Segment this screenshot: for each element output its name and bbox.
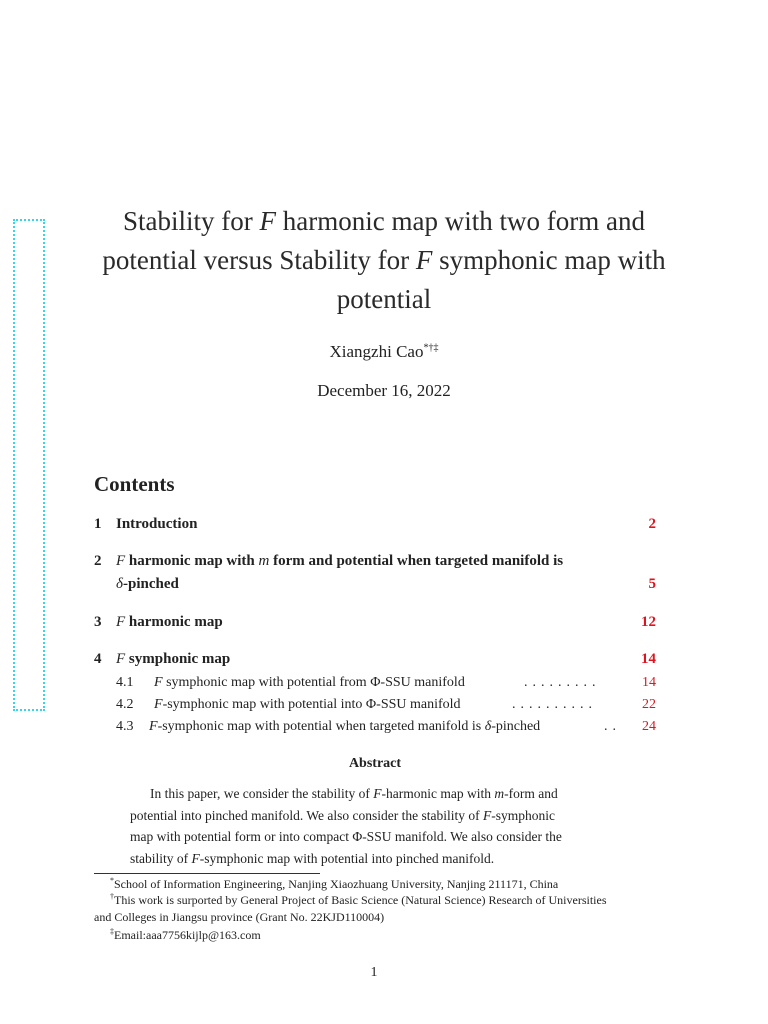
toc-page-link[interactable]: 14	[642, 675, 656, 690]
footnote-2: †This work is surported by General Project of Basic Science (Natural Science) Research of Universities	[110, 892, 607, 907]
paper-title: Stability for F harmonic map with two form and potential versus Stability for F symphonic map with potential	[102, 206, 666, 314]
footnote-2-cont: and Colleges in Jiangsu province (Grant No. 22KJD110004)	[94, 910, 385, 924]
footnote-3: ‡Email:aaa7756kijlp@163.com	[110, 927, 261, 942]
toc-entry-4[interactable]: 4 F symphonic map 14	[94, 651, 656, 667]
toc-entry-4-2[interactable]: 4.2 F-symphonic map with potential into Φ-SSU manifold .......... 22	[116, 697, 656, 712]
abstract-heading: Abstract	[348, 756, 402, 771]
page-sidebar-marker	[13, 219, 45, 711]
toc-entry-1[interactable]: 1 Introduction 2	[94, 516, 656, 532]
abstract-body: In this paper, we consider the stability of F-harmonic map with m-form and potential into pinched manifold. We also consider the stability of F-symphonic map with potential form or into compact Φ-SSU manifold. We also consider the stability of F-symphonic map with potential into pinched manifold.	[130, 786, 562, 866]
toc-entry-4-3[interactable]: 4.3 F-symphonic map with potential when targeted manifold is δ-pinched .. 24	[116, 719, 656, 734]
toc-page-link[interactable]: 22	[642, 697, 656, 712]
toc-entry-3[interactable]: 3 F harmonic map 12	[94, 614, 656, 630]
page-number: 1	[370, 965, 378, 980]
toc-entry-4-1[interactable]: 4.1 F symphonic map with potential from Φ-SSU manifold ......... 14	[116, 675, 656, 690]
date: December 16, 2022	[317, 381, 451, 400]
toc-page-link[interactable]: 5	[648, 576, 656, 592]
author-name: Xiangzhi Cao	[329, 342, 424, 361]
contents-heading: Contents	[94, 472, 175, 496]
author-marks: *†‡	[423, 342, 439, 354]
toc-leader-dots: ..........	[512, 697, 597, 712]
footnote-rule	[94, 873, 320, 874]
toc-page-link[interactable]: 2	[648, 516, 656, 532]
toc-page-link[interactable]: 24	[642, 719, 656, 734]
toc-leader-dots: .........	[524, 675, 601, 690]
toc-page-link[interactable]: 12	[641, 614, 656, 630]
toc-entry-2[interactable]: 2 F harmonic map with m form and potential when targeted manifold is δ-pinched 5	[94, 553, 656, 592]
toc-leader-dots: ..	[604, 719, 621, 734]
author	[0, 342, 768, 362]
toc-page-link[interactable]: 14	[641, 651, 656, 667]
footnote-1: *School of Information Engineering, Nanjing Xiaozhuang University, Nanjing 211171, China	[110, 876, 559, 891]
